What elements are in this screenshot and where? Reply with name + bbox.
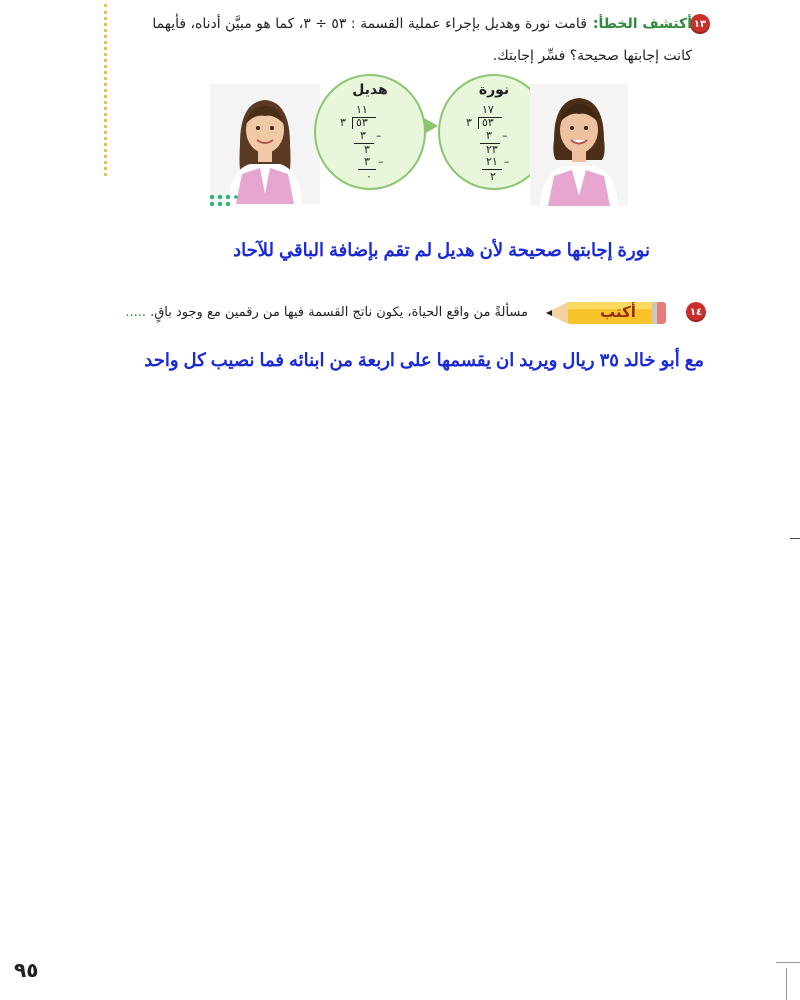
hadeel-division-bracket: [352, 117, 353, 129]
pencil-label: أكتب: [600, 303, 636, 321]
noura-quotient: ١٧: [482, 103, 494, 116]
hadeel-quotient: ١١: [356, 103, 368, 116]
answer-14-text: مع أبو خالد ٣٥ ريال ويريد ان يقسمها على اربعة من ابنائه فما نصيب كل واحد: [144, 350, 704, 370]
hadeel-divisor: ٣: [340, 116, 346, 129]
noura-step1: ٣: [486, 129, 492, 142]
noura-minus-2: –: [504, 155, 510, 168]
question-13-line2: كانت إجابتها صحيحة؟ فسِّر إجابتك.: [492, 48, 692, 64]
noura-minus-1: –: [502, 129, 508, 142]
noura-division-bracket: [478, 117, 479, 129]
hadeel-minus-1: –: [376, 129, 382, 142]
noura-name: نورة: [478, 82, 510, 98]
noura-remainder: ٢: [490, 170, 496, 183]
question-13-badge: [690, 14, 710, 34]
question-13-number: ١٣: [693, 18, 707, 30]
noura-dividend: ٥٣: [482, 116, 494, 129]
noura-divisor: ٣: [466, 116, 472, 129]
hadeel-remainder: ٠: [366, 170, 372, 183]
hadeel-step1: ٣: [360, 129, 366, 142]
crop-mark-horizontal: [776, 962, 800, 963]
question-14-body: مسألةً من واقع الحياة، يكون ناتج القسمة فيها من رقمين مع وجود باقٍ.: [150, 305, 528, 320]
decorative-dots-icon: [208, 194, 238, 206]
question-14-dots: .....: [125, 305, 147, 320]
question-13-line1: [112, 14, 692, 34]
question-14-text: [125, 304, 528, 322]
hadeel-name: هديل: [352, 82, 388, 98]
margin-dotted-line: [104, 4, 107, 176]
hadeel-step3: ٣: [364, 155, 370, 168]
question-13-title: أكتشف الخطأ:: [592, 16, 692, 32]
question-14-number: ١٤: [689, 306, 703, 318]
answer-13-text: نورة إجابتها صحيحة لأن هديل لم تقم بإضافة الباقي للآحاد: [233, 240, 650, 260]
noura-photo: [530, 84, 628, 206]
noura-step2: ٢٣: [486, 143, 498, 156]
noura-step3: ٢١: [486, 155, 498, 168]
hadeel-photo: [210, 84, 320, 204]
crop-mark-vertical: [786, 968, 787, 1000]
question-13-text1: قامت نورة وهديل بإجراء عملية القسمة : ٥٣ ÷ ٣، كما هو مبيَّن أدناه، فأيهما: [152, 16, 587, 32]
hadeel-bubble-tail: [424, 118, 438, 134]
page-number: ٩٥: [14, 958, 39, 982]
hadeel-step2: ٣: [364, 143, 370, 156]
hadeel-minus-2: –: [378, 155, 384, 168]
question-14-badge: [686, 302, 706, 322]
hadeel-speech-bubble: [314, 74, 426, 190]
side-tick-mark: [790, 538, 800, 539]
hadeel-dividend: ٥٣: [356, 116, 368, 129]
